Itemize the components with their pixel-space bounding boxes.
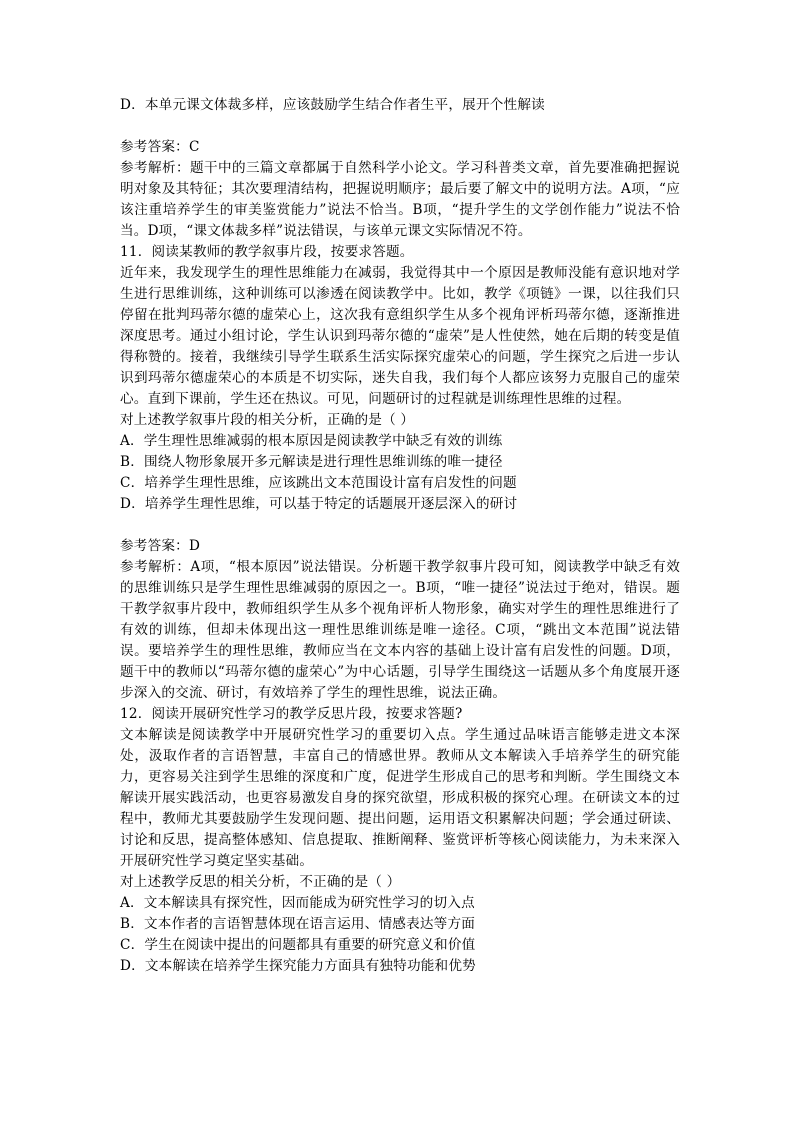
reference-answer-2: 参考答案：D [120,538,201,554]
spacer [120,116,680,137]
question-12-passage: 文本解读是阅读教学中开展研究性学习的重要切入点。学生通过品味语言能够走进文本深处，汲取作者的言语智慧，丰富自己的情感世界。教师从文本解读入手培养学生的研究能力，更容易关注到学生思维的深度和广度，促进学生形成自己的思考和判断。学生围绕文本解读开展实践活动，也更容易激发自身的探究欲望，形成积极的探究心理。在研读文本的过程中，教师尤其要鼓励学生发现问题、提出问题，运用语文积累解决问题；学会通过研读、讨论和反思，提高整体感知、信息提取、推断阐释、鉴赏评析等核心阅读能力，为未来深入开展研究性学习奠定坚实基础。 [120,727,680,869]
question-content [120,95,680,977]
question-12-option-a: A．文本解读具有探究性，因而能成为研究性学习的切入点 [120,895,475,911]
question-11-option-d: D．培养学生理性思维，可以基于特定的话题展开逐层深入的研讨 [120,496,518,512]
question-12-stem: 对上述教学反思的相关分析，不正确的是（ ） [120,874,401,890]
option-d-previous: D．本单元课文体裁多样，应该鼓励学生结合作者生平，展开个性解读 [120,97,545,113]
reference-analysis-2: 参考解析：A项，“根本原因”说法错误。分析题干教学叙事片段可知，阅读教学中缺乏有效的思维训练只是学生理性思维减弱的原因之一。B项，“唯一捷径”说法过于绝对，错误。题干教学叙事片段中，教师组织学生从多个视角评析人物形象，确实对学生的理性思维进行了有效的训练，但却未体现出这一理性思维训练是唯一途径。C项，“跳出文本范围”说法错误。要培养学生的理性思维，教师应当在文本内容的基础上设计富有启发性的问题。D项，题干中的教师以“玛蒂尔德的虚荣心”为中心话题，引导学生围绕这一话题从多个角度展开逐步深入的交流、研讨，有效培养了学生的理性思维，说法正确。 [120,559,680,701]
spacer [120,515,680,536]
question-12-title: 12．阅读开展研究性学习的教学反思片段，按要求答题? [120,706,463,722]
question-11-option-b: B．围绕人物形象展开多元解读是进行理性思维训练的唯一捷径 [120,454,503,470]
reference-answer-1: 参考答案：C [120,139,200,155]
question-11-option-a: A．学生理性思维减弱的根本原因是阅读教学中缺乏有效的训练 [120,433,503,449]
question-12-option-b: B．文本作者的言语智慧体现在语言运用、情感表达等方面 [120,916,476,932]
question-11-passage: 近年来，我发现学生的理性思维能力在减弱，我觉得其中一个原因是教师没能有意识地对学生进行思维训练，这种训练可以渗透在阅读教学中。比如，教学《项链》一课，以往我们只停留在批判玛蒂尔德的虚荣心上，这次我有意组织学生从多个视角评析玛蒂尔德，逐渐推进深度思考。通过小组讨论，学生认识到玛蒂尔德的“虚荣”是人性使然，她在后期的转变是值得称赞的。接着，我继续引导学生联系生活实际探究虚荣心的问题，学生探究之后进一步认识到玛蒂尔德虚荣心的本质是不切实际，迷失自我，我们每个人都应该努力克服自己的虚荣心。直到下课前，学生还在热议。可见，问题研讨的过程就是训练理性思维的过程。 [120,265,680,407]
question-11-stem: 对上述教学叙事片段的相关分析，正确的是（ ） [120,412,415,428]
question-12-option-c: C．学生在阅读中提出的问题都具有重要的研究意义和价值 [120,937,476,953]
question-11-title: 11．阅读某教师的教学叙事片段，按要求答题。 [120,244,414,260]
reference-analysis-1: 参考解析：题干中的三篇文章都属于自然科学小论文。学习科普类文章，首先要准确把握说明对象及其特征；其次要理清结构，把握说明顺序；最后要了解文中的说明方法。A项，“应该注重培养学生的审美鉴赏能力”说法不恰当。B项，“提升学生的文学创作能力”说法不恰当。D项，“课文体裁多样”说法错误，与该单元课文实际情况不符。 [120,160,680,239]
question-11-option-c: C．培养学生理性思维，应该跳出文本范围设计富有启发性的问题 [120,475,517,491]
question-12-option-d: D．文本解读在培养学生探究能力方面具有独特功能和优势 [120,958,476,974]
